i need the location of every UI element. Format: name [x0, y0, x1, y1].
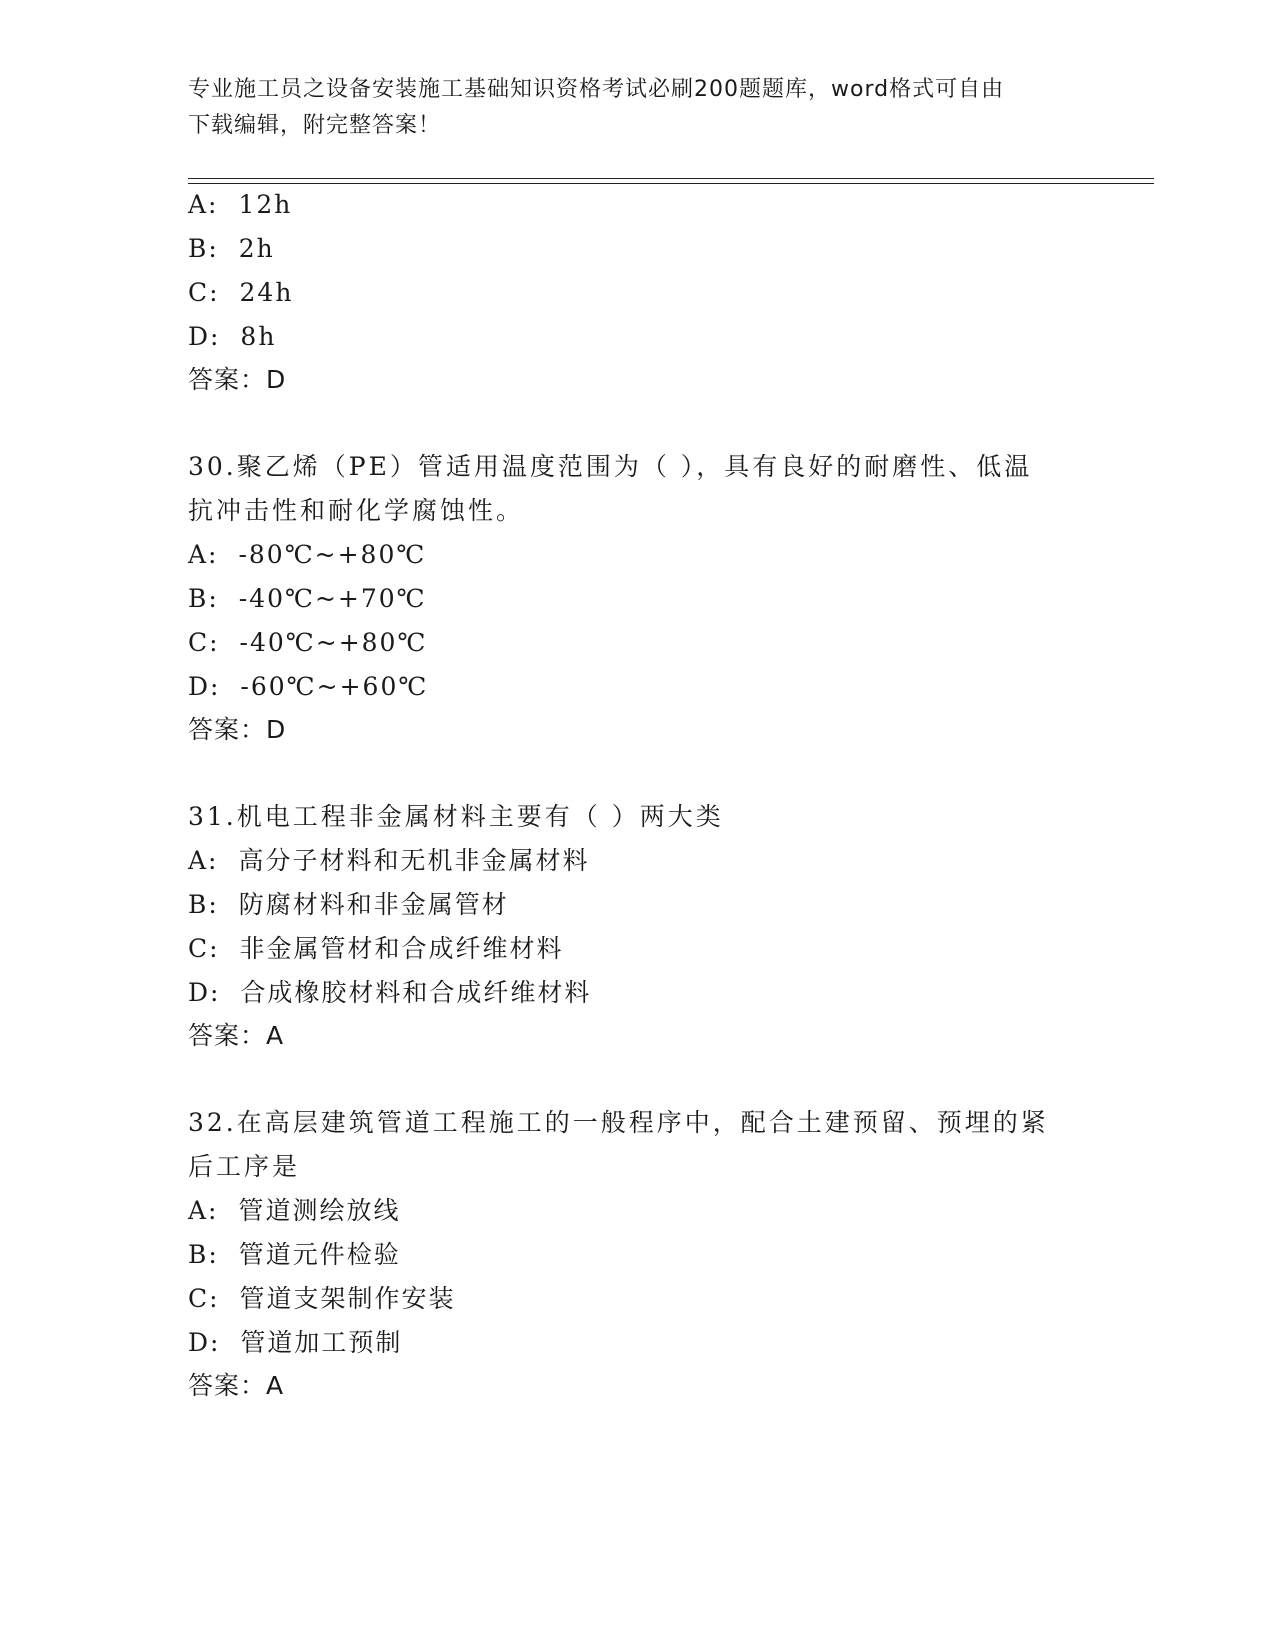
option-label: C:	[188, 278, 220, 307]
q30-answer: 答案：D	[188, 715, 287, 744]
option-label: A:	[188, 190, 219, 219]
q30-stem-line-2: 抗冲击性和耐化学腐蚀性。	[188, 496, 525, 525]
q29-option-b	[188, 232, 275, 266]
q30-option-c	[188, 626, 427, 660]
option-label: B:	[188, 890, 219, 919]
q30-option-a	[188, 538, 426, 572]
q32-stem-line-1: 32.在高层建筑管道工程施工的一般程序中，配合土建预留、预埋的紧	[188, 1108, 1049, 1137]
document-header	[188, 72, 1088, 144]
option-text: 防腐材料和非金属管材	[238, 890, 509, 919]
option-text: 管道元件检验	[238, 1240, 401, 1269]
option-label: D:	[188, 322, 221, 351]
option-label: C:	[188, 934, 220, 963]
q32-stem-line-2: 后工序是	[188, 1152, 301, 1181]
q32-answer: 答案：A	[188, 1371, 285, 1400]
q31-option-a	[188, 844, 589, 878]
option-label: A:	[188, 540, 219, 569]
q31-option-b	[188, 888, 509, 922]
option-text: 8h	[240, 322, 277, 351]
q30-stem-line-1: 30.聚乙烯（PE）管适用温度范围为（ ），具有良好的耐磨性、低温	[188, 452, 1033, 481]
header-line-1: 专业施工员之设备安装施工基础知识资格考试必刷200题题库，word格式可自由	[188, 77, 1005, 102]
q31-option-d	[188, 976, 591, 1010]
option-text: -40℃~+80℃	[239, 628, 428, 657]
option-label: B:	[188, 1240, 219, 1269]
option-label: C:	[188, 628, 220, 657]
q29-answer: 答案：D	[188, 365, 287, 394]
option-label: A:	[188, 846, 219, 875]
q32-option-a	[188, 1194, 400, 1228]
option-label: D:	[188, 1328, 221, 1357]
q29-option-d	[188, 320, 276, 354]
q31-option-c	[188, 932, 564, 966]
option-label: A:	[188, 1196, 219, 1225]
option-label: D:	[188, 978, 221, 1007]
option-text: -60℃~+60℃	[240, 672, 429, 701]
option-label: B:	[188, 584, 219, 613]
q32-option-b	[188, 1238, 401, 1272]
option-text: 合成橡胶材料和合成纤维材料	[240, 978, 592, 1007]
option-text: 非金属管材和合成纤维材料	[239, 934, 564, 963]
option-label: C:	[188, 1284, 220, 1313]
option-label: D:	[188, 672, 221, 701]
q31-answer: 答案：A	[188, 1021, 285, 1050]
q29-option-a	[188, 188, 292, 222]
option-text: -40℃~+70℃	[238, 584, 427, 613]
option-text: 12h	[238, 190, 293, 219]
option-text: -80℃~+80℃	[238, 540, 427, 569]
q29-option-c	[188, 276, 293, 310]
q32-option-c	[188, 1282, 456, 1316]
option-text: 24h	[239, 278, 294, 307]
option-text: 2h	[238, 234, 275, 263]
q32-option-d	[188, 1326, 402, 1360]
header-rule-bottom	[188, 183, 1154, 184]
header-rule-top	[188, 178, 1154, 179]
q30-option-d	[188, 670, 428, 704]
header-line-2: 下载编辑，附完整答案！	[188, 113, 442, 138]
q30-option-b	[188, 582, 427, 616]
option-text: 管道测绘放线	[238, 1196, 401, 1225]
option-text: 管道加工预制	[240, 1328, 403, 1357]
option-text: 高分子材料和无机非金属材料	[238, 846, 590, 875]
option-text: 管道支架制作安装	[239, 1284, 456, 1313]
q31-stem-line-1: 31.机电工程非金属材料主要有（ ）两大类	[188, 802, 724, 831]
option-label: B:	[188, 234, 219, 263]
